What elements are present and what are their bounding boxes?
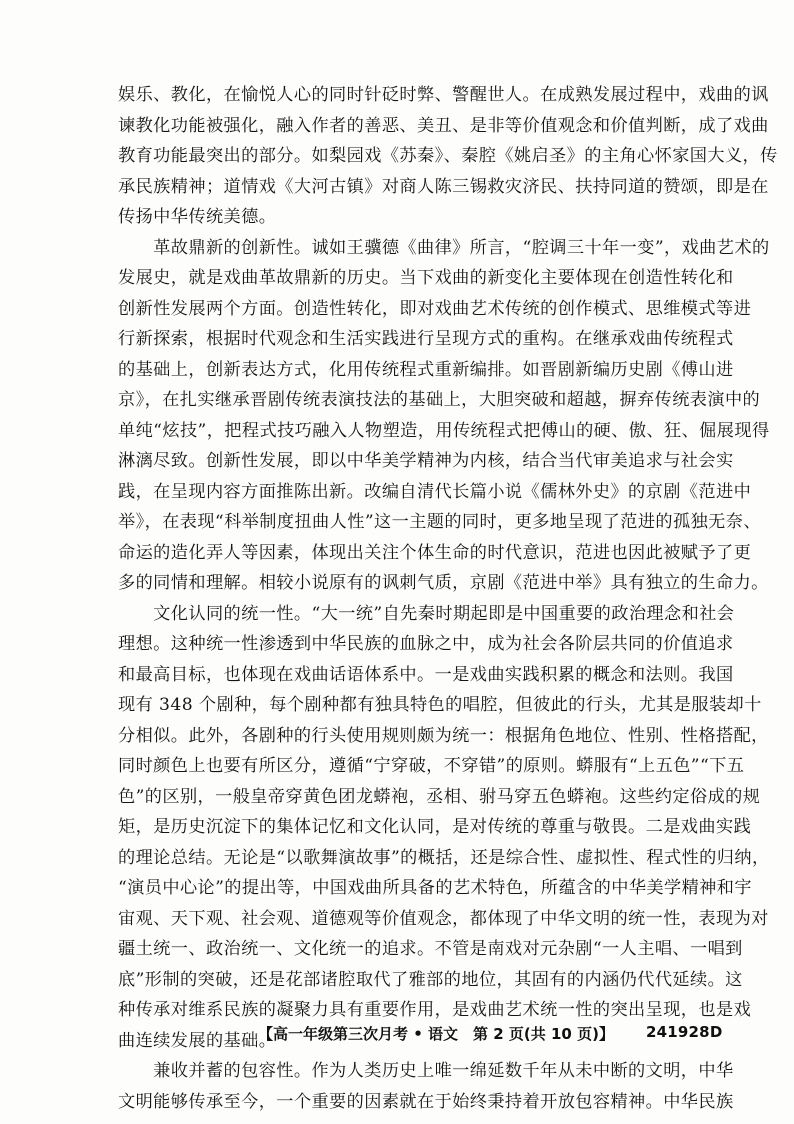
text-line: 矩，是历史沉淀下的集体记忆和文化认同，是对传统的尊重与敬畏。二是戏曲实践 [118,817,752,837]
text-line: 曲连续发展的基础。 [118,1030,277,1051]
text-line: 淋漓尽致。创新性发展，即以中华美学精神为内核，结合当代审美追求与社会实 [118,451,734,471]
text-line: 单纯“炫技”，把程式技巧融入人物塑造，用传统程式把傅山的硬、傲、狂、倔展现得 [118,420,770,441]
text-line: 谏教化功能被强化，融入作者的善恶、美丑、是非等价值观念和价值判断，成了戏曲 [118,115,769,136]
text-line: 教育功能最突出的部分。如梨园戏《苏秦》、秦腔《姚启圣》的主角心怀家国大义，传 [118,146,778,166]
text-line: 色”的区别，一般皇帝穿黄色团龙蟒袍，丞相、驸马穿五色蟒袍。这些约定俗成的规 [118,786,761,807]
text-line: 种传承对维系民族的凝聚力具有重要作用，是戏曲艺术统一性的突出呈现，也是戏 [118,1000,752,1020]
text-line: 践，在呈现内容方面推陈出新。改编自清代长篇小说《儒林外史》的京剧《范进中 [118,481,752,502]
text-line: “演员中心论”的提出等，中国戏曲所具备的艺术特色，所蕴含的中华美学精神和宇 [118,878,752,898]
text-line: 和最高目标，也体现在戏曲话语体系中。一是戏曲实践积累的概念和法则。我国 [118,664,734,685]
text-line: 的基础上，创新表达方式，化用传统程式重新编排。如晋剧新编历史剧《傅山进 [118,359,734,380]
page-footer [0,1023,794,1047]
text-line: 同时颜色上也要有所区分，遵循“宁穿破，不穿错”的原则。蟒服有“上五色”“下五 [118,756,745,776]
text-line: 分相似。此外，各剧种的行头使用规则颇为统一：根据角色地位、性别、性格搭配， [118,725,769,746]
text-line: 文化认同的统一性。“大一统”自先秦时期起即是中国重要的政治理念和社会 [118,603,735,624]
text-line: 举》，在表现“科举制度扭曲人性”这一主题的同时，更多地呈现了范进的孤独无奈、 [118,512,761,532]
text-line: 多的同情和理解。相较小说原有的讽刺气质，京剧《范进中举》具有独立的生命力。 [118,573,769,593]
footer-page-info: 【高一年级第三次月考 • 语文 第 2 页(共 10 页)】 [258,1025,614,1043]
text-line: 底”形制的突破，还是花部诸腔取代了雅部的地位，其固有的内涵仍代代延续。这 [118,969,743,990]
text-line: 命运的造化弄人等因素，体现出关注个体生命的时代意识，范进也因此被赋予了更 [118,542,752,563]
text-line: 理想。这种统一性渗透到中华民族的血脉之中，成为社会各阶层共同的价值追求 [118,634,734,654]
footer-exam-code: 241928D [646,1023,723,1041]
text-line: 疆土统一、政治统一、文化统一的追求。不管是南戏对元杂剧“一人主唱、一唱到 [118,939,743,959]
text-line: 京》，在扎实继承晋剧传统表演技法的基础上，大胆突破和超越，摒弃传统表演中的 [118,390,761,410]
text-line: 发展史，就是戏曲革故鼎新的历史。当下戏曲的新变化主要体现在创造性转化和 [118,268,734,288]
text-line: 创新性发展两个方面。创造性转化，即对戏曲艺术传统的创作模式、思维模式等进 [118,298,752,319]
text-line: 娱乐、教化，在愉悦人心的同时针砭时弊、警醒世人。在成熟发展过程中，戏曲的讽 [118,85,769,105]
text-line: 革故鼎新的创新性。诚如王骥德《曲律》所言，“腔调三十年一变”，戏曲艺术的 [118,237,770,258]
text-line: 的理论总结。无论是“以歌舞演故事”的概括，还是综合性、虚拟性、程式性的归纳， [118,847,770,868]
text-line: 承民族精神；道情戏《大河古镇》对商人陈三锡救灾济民、扶持同道的赞颂，即是在 [118,176,769,197]
text-line: 行新探索，根据时代观念和生活实践进行呈现方式的重构。在继承戏曲传统程式 [118,329,734,349]
text-line: 现有 348 个剧种，每个剧种都有独具特色的唱腔，但彼此的行头，尤其是服装却十 [118,695,762,715]
text-line: 文明能够传承至今，一个重要的因素就在于始终秉持着开放包容精神。中华民族 [118,1091,734,1112]
body-text [118,80,778,1117]
text-line: 传扬中华传统美德。 [118,207,277,227]
text-line: 兼收并蓄的包容性。作为人类历史上唯一绵延数千年从未中断的文明，中华 [118,1061,734,1081]
text-line: 宙观、天下观、社会观、道德观等价值观念，都体现了中华文明的统一性，表现为对 [118,908,769,929]
